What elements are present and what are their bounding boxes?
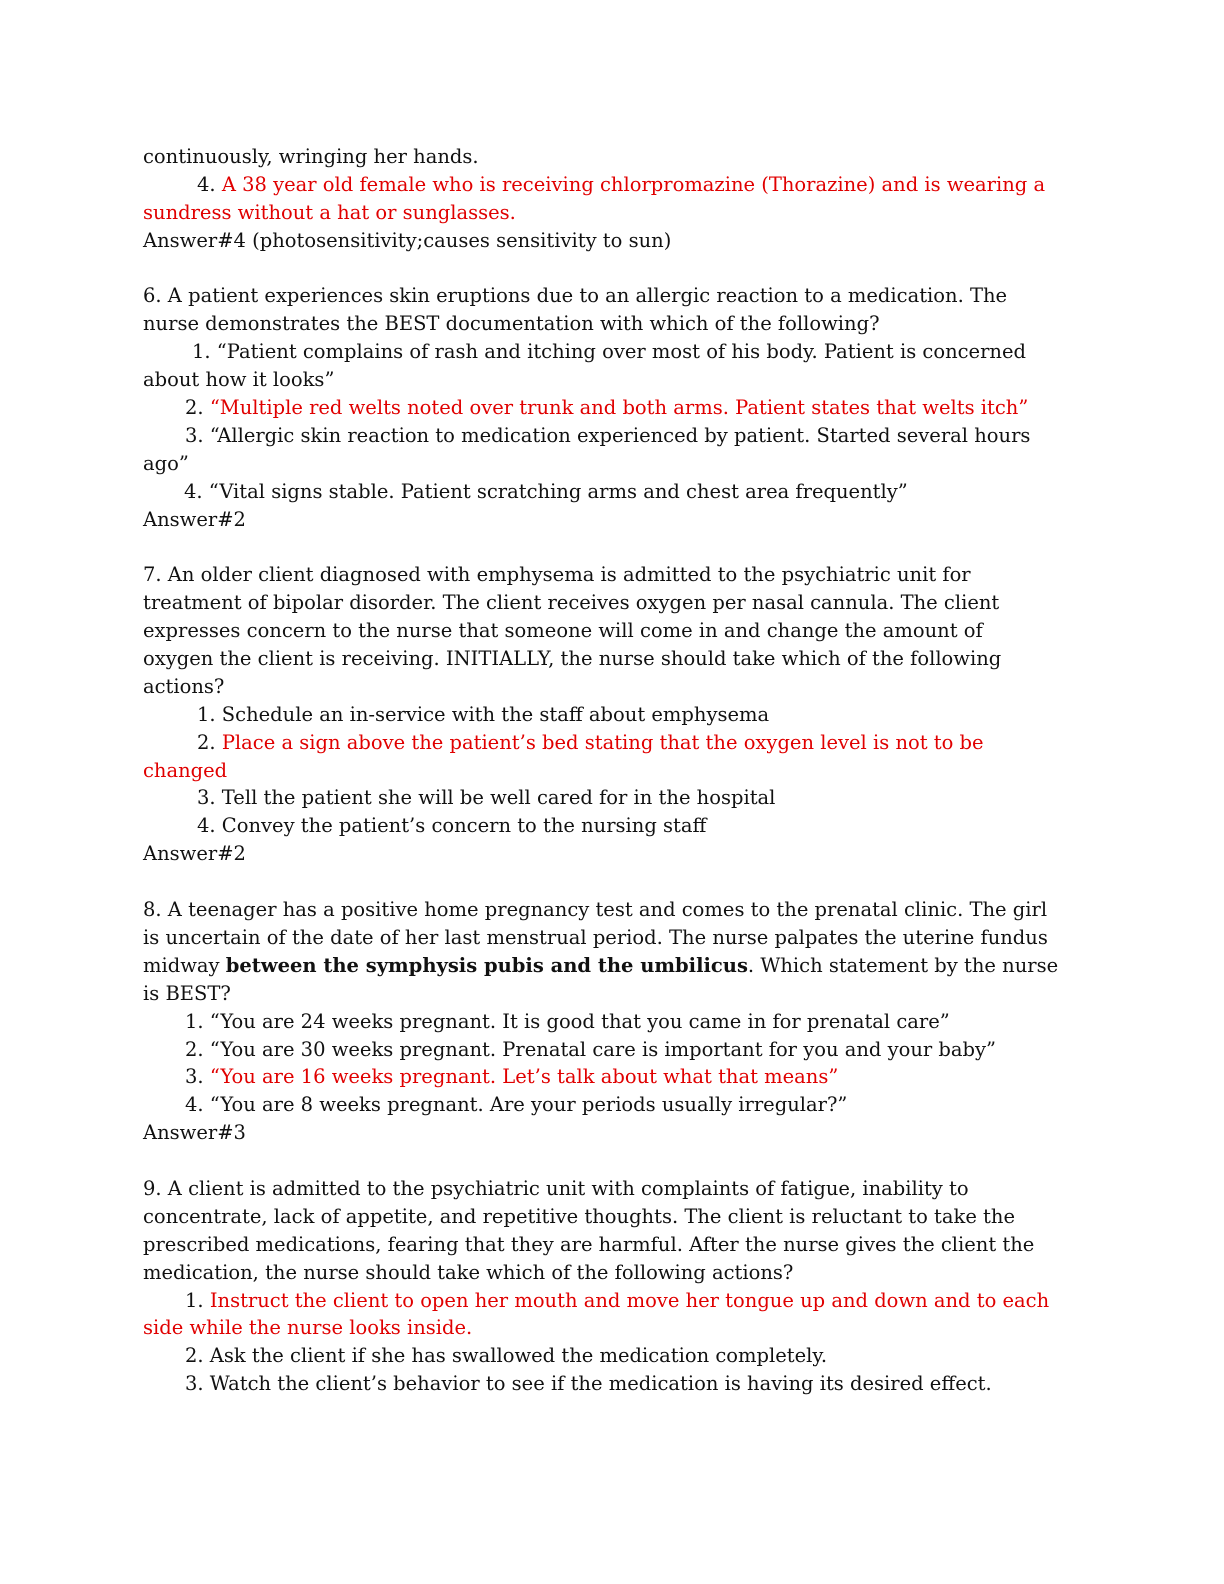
question-8-option-4: 4. “You are 8 weeks pregnant. Are your periods usually irregular?” — [185, 1093, 848, 1117]
question-7-stem-cont: oxygen the client is receiving. INITIALLY, the nurse should take which of the following — [143, 647, 1002, 671]
question-5-option-4 — [143, 171, 1083, 199]
question-9 — [143, 1175, 1083, 1398]
question-7-option-2 — [143, 729, 1083, 757]
question-7-stem-cont: actions? — [143, 674, 225, 698]
question-6-stem: 6. A patient experiences skin eruptions due to an allergic reaction to a medication. The — [143, 284, 1008, 308]
question-7-stem: 7. An older client diagnosed with emphysema is admitted to the psychiatric unit for — [143, 563, 971, 587]
stem-text: . Which statement by the nurse — [747, 953, 1059, 977]
question-6 — [143, 282, 1083, 533]
question-6-stem-cont: nurse demonstrates the BEST documentation with which of the following? — [143, 312, 880, 336]
stem-text: midway — [143, 953, 226, 977]
question-9-stem: 9. A client is admitted to the psychiatric unit with complaints of fatigue, inability to — [143, 1176, 969, 1200]
question-8-stem-cont: is BEST? — [143, 981, 231, 1005]
question-6-option-4: 4. “Vital signs stable. Patient scratching arms and chest area frequently” — [184, 479, 908, 503]
question-6-option-1-cont: about how it looks” — [143, 368, 335, 392]
spacer — [143, 533, 1083, 561]
correct-option-text: Place a sign above the patient’s bed stating that the oxygen level is not to be — [221, 730, 984, 754]
correct-option-text: “Multiple red welts noted over trunk and both arms. Patient states that welts itch” — [209, 396, 1029, 420]
question-8-stem-cont — [143, 952, 1083, 980]
option-number: 1. — [185, 1288, 210, 1312]
question-7-option-3: 3. Tell the patient she will be well cared for in the hospital — [197, 786, 776, 810]
question-8-stem-cont: is uncertain of the date of her last menstrual period. The nurse palpates the uterine fundus — [143, 925, 1048, 949]
question-9-stem-cont: medication, the nurse should take which of the following actions? — [143, 1260, 794, 1284]
question-8-answer: Answer#3 — [143, 1121, 246, 1145]
question-9-option-1 — [143, 1287, 1083, 1315]
question-7-option-2-cont: changed — [143, 758, 228, 782]
question-9-stem-cont: prescribed medications, fearing that they are harmful. After the nurse gives the client the — [143, 1232, 1035, 1256]
option-number: 2. — [197, 730, 222, 754]
question-7-answer: Answer#2 — [143, 842, 246, 866]
correct-option-text: Instruct the client to open her mouth and move her tongue up and down and to each — [209, 1288, 1050, 1312]
question-6-option-2 — [143, 394, 1083, 422]
question-7-option-1: 1. Schedule an in-service with the staff about emphysema — [197, 702, 770, 726]
question-5-continuation: continuously, wringing her hands. — [143, 145, 479, 168]
spacer — [143, 1147, 1083, 1175]
document-page — [143, 143, 1083, 1398]
question-9-stem-cont: concentrate, lack of appetite, and repetitive thoughts. The client is reluctant to take the — [143, 1204, 1015, 1228]
question-9-option-1-cont: side while the nurse looks inside. — [143, 1316, 473, 1340]
question-9-option-2: 2. Ask the client if she has swallowed the medication completely. — [185, 1344, 828, 1368]
question-8-stem: 8. A teenager has a positive home pregnancy test and comes to the prenatal clinic. The girl — [143, 898, 1048, 922]
option-number: 4. — [197, 172, 222, 196]
spacer — [143, 255, 1083, 283]
question-6-option-3-cont: ago” — [143, 451, 189, 475]
question-9-option-3: 3. Watch the client’s behavior to see if the medication is having its desired effect. — [185, 1372, 992, 1396]
option-number: 2. — [185, 396, 210, 420]
question-5-option-4-cont: sundress without a hat or sunglasses. — [143, 200, 516, 224]
question-6-option-3: 3. “Allergic skin reaction to medication experienced by patient. Started several hours — [185, 423, 1031, 447]
question-5-answer: Answer#4 (photosensitivity;causes sensitivity to sun) — [143, 228, 672, 252]
question-7-stem-cont: expresses concern to the nurse that someone will come in and change the amount of — [143, 619, 983, 643]
question-8-option-3 — [143, 1063, 1083, 1091]
question-8 — [143, 896, 1083, 1147]
stem-bold-text: between the symphysis pubis and the umbilicus — [225, 953, 748, 977]
correct-option-text: “You are 16 weeks pregnant. Let’s talk about what that means” — [209, 1065, 839, 1089]
correct-option-text: A 38 year old female who is receiving chlorpromazine (Thorazine) and is wearing a — [221, 172, 1046, 196]
question-6-answer: Answer#2 — [143, 507, 246, 531]
question-8-option-1: 1. “You are 24 weeks pregnant. It is good that you came in for prenatal care” — [185, 1009, 950, 1033]
question-5-tail — [143, 143, 1083, 255]
option-number: 3. — [185, 1065, 210, 1089]
question-7-stem-cont: treatment of bipolar disorder. The client receives oxygen per nasal cannula. The client — [143, 591, 1000, 615]
question-6-option-1: 1. “Patient complains of rash and itching over most of his body. Patient is concerned — [192, 340, 1026, 364]
question-7 — [143, 561, 1083, 868]
spacer — [143, 868, 1083, 896]
question-8-option-2: 2. “You are 30 weeks pregnant. Prenatal care is important for you and your baby” — [185, 1037, 996, 1061]
question-7-option-4: 4. Convey the patient’s concern to the nursing staff — [197, 814, 707, 838]
